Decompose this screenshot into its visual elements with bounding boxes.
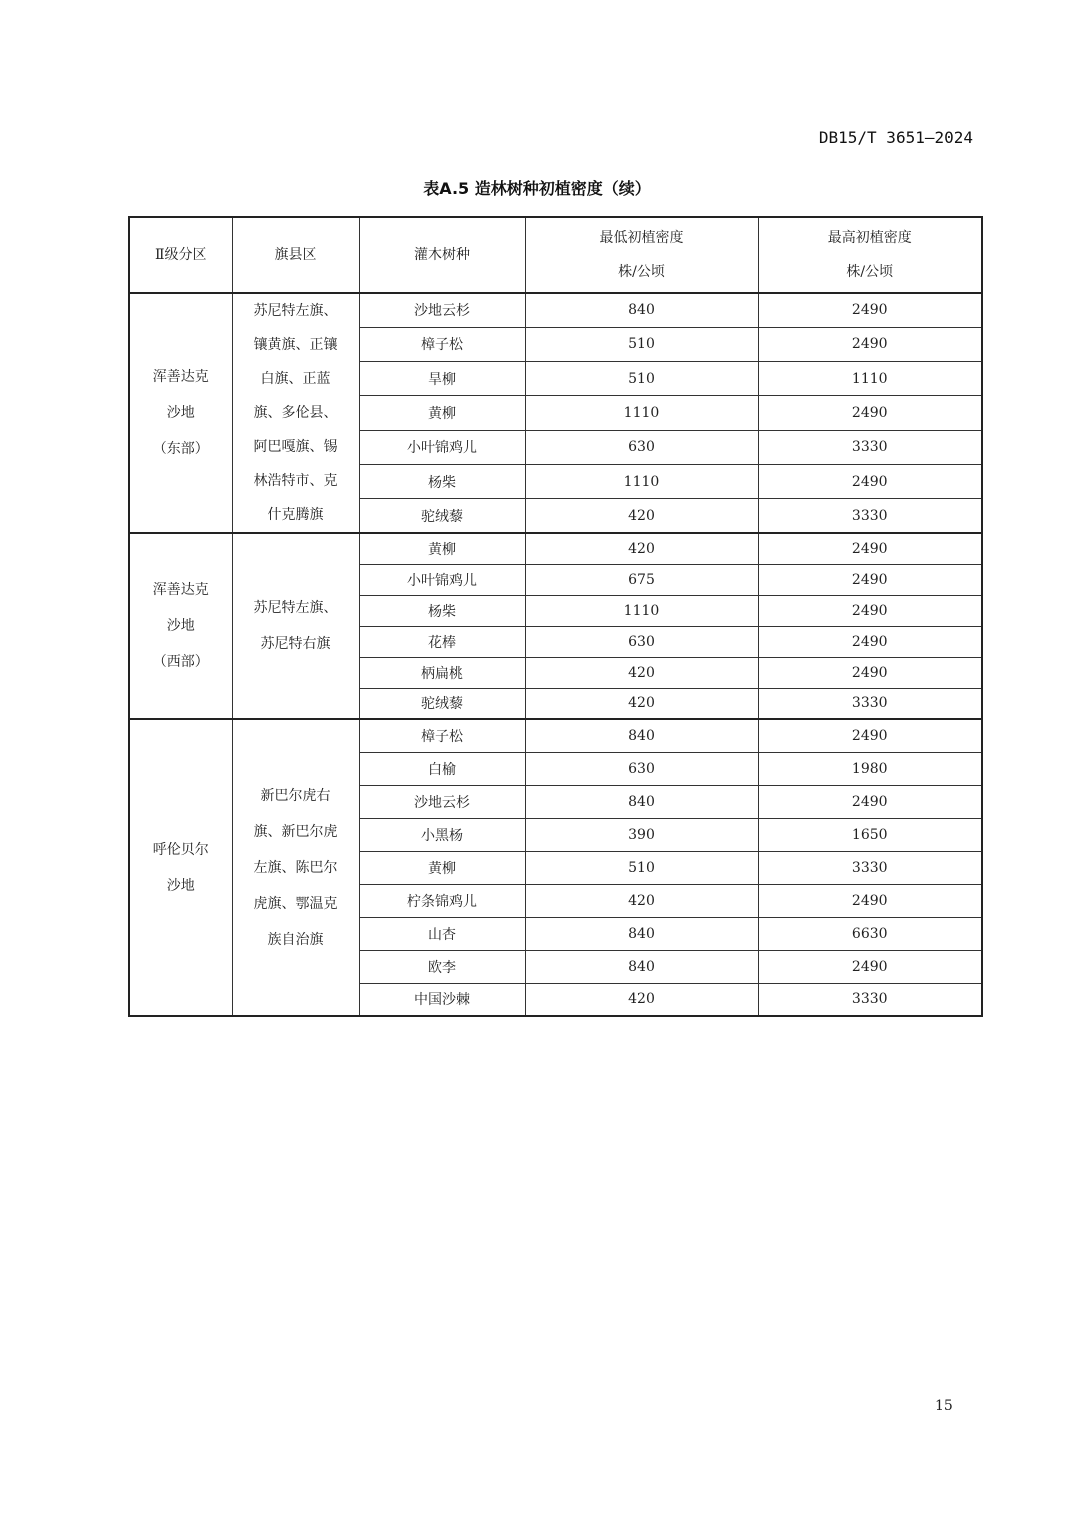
species-cell: 小叶锦鸡儿 — [359, 430, 525, 464]
min-density-cell: 630 — [525, 430, 758, 464]
species-cell: 小叶锦鸡儿 — [359, 564, 525, 595]
min-density-cell: 420 — [525, 688, 758, 719]
min-density-cell: 420 — [525, 499, 758, 533]
header-min-density — [525, 217, 758, 293]
species-cell: 花棒 — [359, 626, 525, 657]
header-max-density-unit: 株/公顷 — [846, 264, 894, 280]
document-code: DB15/T 3651—2024 — [818, 128, 973, 147]
species-cell: 黄柳 — [359, 533, 525, 564]
zone-line: 沙地 — [166, 877, 195, 894]
zone-cell — [129, 533, 232, 719]
county-line: 新巴尔虎右 — [260, 787, 331, 804]
max-density-cell: 3330 — [758, 851, 982, 884]
species-cell: 黄柳 — [359, 851, 525, 884]
page-number: 15 — [935, 1398, 953, 1414]
table-header — [129, 217, 982, 293]
species-cell: 樟子松 — [359, 327, 525, 361]
max-density-cell: 2490 — [758, 719, 982, 752]
county-line: 苏尼特右旗 — [260, 636, 331, 652]
max-density-cell: 2490 — [758, 595, 982, 626]
min-density-cell: 420 — [525, 983, 758, 1016]
max-density-cell: 2490 — [758, 564, 982, 595]
min-density-cell: 630 — [525, 752, 758, 785]
min-density-cell: 675 — [525, 564, 758, 595]
min-density-cell: 1110 — [525, 595, 758, 626]
species-cell: 小黑杨 — [359, 818, 525, 851]
species-cell: 山杏 — [359, 917, 525, 950]
header-min-density-label: 最低初植密度 — [599, 230, 684, 246]
header-county: 旗县区 — [232, 217, 359, 293]
county-cell — [232, 293, 359, 533]
min-density-cell: 510 — [525, 851, 758, 884]
min-density-cell: 390 — [525, 818, 758, 851]
zone-cell — [129, 293, 232, 533]
min-density-cell: 840 — [525, 917, 758, 950]
species-cell: 杨柴 — [359, 464, 525, 498]
max-density-cell: 6630 — [758, 917, 982, 950]
county-line: 左旗、陈巴尔 — [253, 859, 338, 876]
zone-cell — [129, 719, 232, 1016]
county-line: 旗、新巴尔虎 — [253, 823, 338, 840]
density-table — [128, 216, 983, 1017]
header-min-density-unit: 株/公顷 — [618, 264, 665, 280]
county-cell — [232, 719, 359, 1016]
zone-line: 浑善达克 — [152, 369, 209, 385]
species-cell: 驼绒藜 — [359, 688, 525, 719]
table-title: 表A.5 造林树种初植密度（续） — [423, 179, 651, 198]
zone-line: （东部） — [152, 441, 209, 457]
county-line: 林浩特市、克 — [253, 473, 338, 489]
county-line: 旗、多伦县、 — [253, 405, 338, 421]
min-density-cell: 1110 — [525, 464, 758, 498]
min-density-cell: 840 — [525, 719, 758, 752]
header-zone: Ⅱ级分区 — [129, 217, 232, 293]
min-density-cell: 420 — [525, 657, 758, 688]
species-cell: 欧李 — [359, 950, 525, 983]
species-cell: 柄扁桃 — [359, 657, 525, 688]
county-cell — [232, 533, 359, 719]
table-row — [129, 533, 982, 564]
zone-line: 沙地 — [166, 618, 195, 634]
max-density-cell: 2490 — [758, 327, 982, 361]
species-cell: 沙地云杉 — [359, 293, 525, 327]
group-hunshandake-east — [129, 293, 982, 533]
max-density-cell: 2490 — [758, 464, 982, 498]
zone-line: 呼伦贝尔 — [152, 841, 209, 858]
species-cell: 柠条锦鸡儿 — [359, 884, 525, 917]
species-cell: 黄柳 — [359, 396, 525, 430]
county-line: 族自治旗 — [267, 931, 324, 948]
max-density-cell: 2490 — [758, 396, 982, 430]
max-density-cell: 2490 — [758, 533, 982, 564]
header-max-density-label: 最高初植密度 — [827, 230, 912, 246]
header-row — [129, 217, 982, 293]
county-line: 苏尼特左旗、 — [253, 303, 338, 319]
min-density-cell: 510 — [525, 362, 758, 396]
min-density-cell: 420 — [525, 884, 758, 917]
group-hunshandake-west — [129, 533, 982, 719]
max-density-cell: 2490 — [758, 950, 982, 983]
zone-line: （西部） — [152, 654, 209, 670]
min-density-cell: 840 — [525, 785, 758, 818]
header-max-density — [758, 217, 982, 293]
group-hulunbuir — [129, 719, 982, 1016]
max-density-cell: 3330 — [758, 983, 982, 1016]
min-density-cell: 840 — [525, 950, 758, 983]
species-cell: 白榆 — [359, 752, 525, 785]
min-density-cell: 840 — [525, 293, 758, 327]
county-line: 阿巴嘎旗、锡 — [253, 439, 338, 455]
species-cell: 驼绒藜 — [359, 499, 525, 533]
min-density-cell: 630 — [525, 626, 758, 657]
county-line: 苏尼特左旗、 — [253, 600, 338, 616]
zone-line: 沙地 — [166, 405, 195, 421]
species-cell: 杨柴 — [359, 595, 525, 626]
max-density-cell: 3330 — [758, 499, 982, 533]
max-density-cell: 1110 — [758, 362, 982, 396]
max-density-cell: 2490 — [758, 785, 982, 818]
table-row — [129, 719, 982, 752]
max-density-cell: 2490 — [758, 626, 982, 657]
species-cell: 中国沙棘 — [359, 983, 525, 1016]
max-density-cell: 1650 — [758, 818, 982, 851]
min-density-cell: 510 — [525, 327, 758, 361]
county-line: 镶黄旗、正镶 — [253, 337, 338, 353]
max-density-cell: 3330 — [758, 430, 982, 464]
county-line: 虎旗、鄂温克 — [253, 895, 338, 912]
species-cell: 旱柳 — [359, 362, 525, 396]
header-species: 灌木树种 — [359, 217, 525, 293]
max-density-cell: 2490 — [758, 293, 982, 327]
max-density-cell: 3330 — [758, 688, 982, 719]
max-density-cell: 2490 — [758, 884, 982, 917]
max-density-cell: 2490 — [758, 657, 982, 688]
species-cell: 樟子松 — [359, 719, 525, 752]
species-cell: 沙地云杉 — [359, 785, 525, 818]
county-line: 什克腾旗 — [267, 507, 324, 523]
max-density-cell: 1980 — [758, 752, 982, 785]
county-line: 白旗、正蓝 — [260, 371, 331, 387]
min-density-cell: 420 — [525, 533, 758, 564]
zone-line: 浑善达克 — [152, 582, 209, 598]
min-density-cell: 1110 — [525, 396, 758, 430]
table-row — [129, 293, 982, 327]
